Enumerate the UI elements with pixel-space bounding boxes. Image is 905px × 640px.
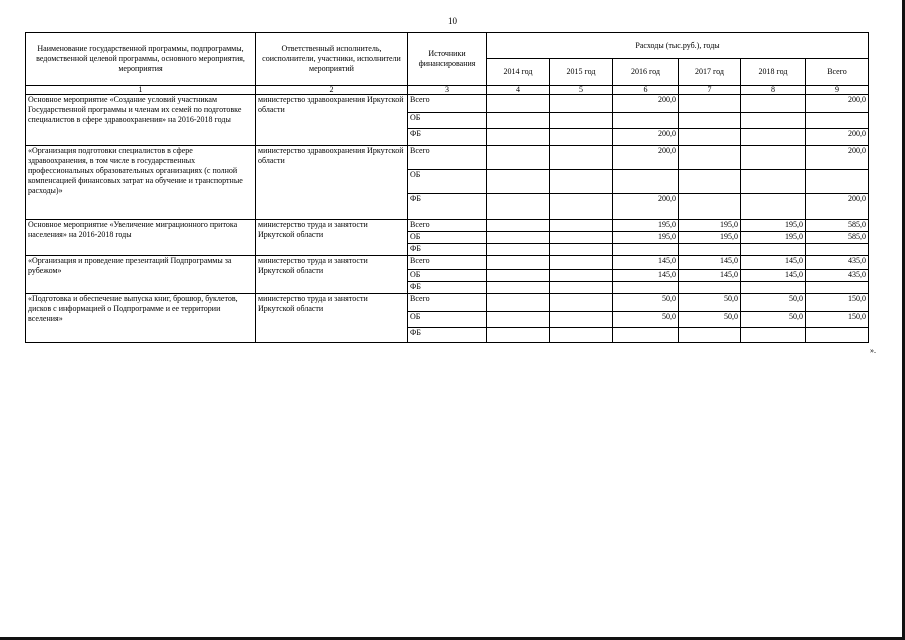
value-cell: 145,0 <box>679 270 741 282</box>
value-cell <box>550 95 613 113</box>
value-cell <box>550 294 613 312</box>
value-cell <box>741 194 806 220</box>
value-cell <box>679 328 741 343</box>
header-year-2017: 2017 год <box>679 59 741 86</box>
table-row <box>26 220 869 232</box>
value-cell <box>487 282 550 294</box>
header-year-2014: 2014 год <box>487 59 550 86</box>
value-cell: 150,0 <box>806 312 869 328</box>
value-cell <box>487 113 550 129</box>
source-cell: ОБ <box>408 312 487 328</box>
column-number: 6 <box>613 86 679 95</box>
value-cell: 145,0 <box>741 256 806 270</box>
value-cell <box>550 129 613 146</box>
value-cell <box>613 282 679 294</box>
value-cell: 585,0 <box>806 232 869 244</box>
value-cell <box>613 328 679 343</box>
activity-name: «Подготовка и обеспечение выпуска книг, брошюр, буклетов, дисков с информацией о Подпрограмме и ее территории вселения» <box>26 294 256 343</box>
column-number: 2 <box>256 86 408 95</box>
column-number: 4 <box>487 86 550 95</box>
value-cell: 200,0 <box>613 95 679 113</box>
column-numbers-row <box>26 86 869 95</box>
value-cell: 435,0 <box>806 256 869 270</box>
source-cell: ФБ <box>408 244 487 256</box>
value-cell <box>487 170 550 194</box>
value-cell <box>741 244 806 256</box>
value-cell: 195,0 <box>613 220 679 232</box>
value-cell <box>679 170 741 194</box>
value-cell <box>550 282 613 294</box>
value-cell: 200,0 <box>613 129 679 146</box>
value-cell: 200,0 <box>806 95 869 113</box>
value-cell: 50,0 <box>741 294 806 312</box>
source-cell: ОБ <box>408 270 487 282</box>
executor-name: министерство труда и занятости Иркутской области <box>256 220 408 256</box>
value-cell <box>806 282 869 294</box>
header-name: Наименование государственной программы, подпрограммы, ведомственной целевой программы, основного мероприятия, мероприятия <box>26 33 256 86</box>
value-cell: 200,0 <box>613 194 679 220</box>
page-number: 10 <box>448 16 457 26</box>
value-cell: 50,0 <box>741 312 806 328</box>
column-number: 9 <box>806 86 869 95</box>
value-cell <box>487 129 550 146</box>
value-cell <box>550 244 613 256</box>
header-year-2015: 2015 год <box>550 59 613 86</box>
table-row <box>26 294 869 312</box>
source-cell: Всего <box>408 146 487 170</box>
source-cell: Всего <box>408 294 487 312</box>
executor-name: министерство здравоохранения Иркутской области <box>256 95 408 146</box>
value-cell <box>487 294 550 312</box>
value-cell <box>679 244 741 256</box>
value-cell <box>487 194 550 220</box>
value-cell <box>487 232 550 244</box>
value-cell <box>613 113 679 129</box>
value-cell <box>741 129 806 146</box>
value-cell <box>806 170 869 194</box>
value-cell: 145,0 <box>741 270 806 282</box>
value-cell: 150,0 <box>806 294 869 312</box>
table-row <box>26 95 869 113</box>
executor-name: министерство труда и занятости Иркутской области <box>256 256 408 294</box>
closing-quote-mark: ». <box>870 346 876 355</box>
header-executor: Ответственный исполнитель, соисполнители, участники, исполнители мероприятий <box>256 33 408 86</box>
value-cell <box>613 170 679 194</box>
value-cell <box>741 328 806 343</box>
value-cell <box>741 282 806 294</box>
value-cell <box>741 95 806 113</box>
value-cell <box>679 146 741 170</box>
table-row <box>26 146 869 170</box>
value-cell: 200,0 <box>806 129 869 146</box>
value-cell <box>487 256 550 270</box>
source-cell: ФБ <box>408 129 487 146</box>
value-cell <box>550 256 613 270</box>
executor-name: министерство здравоохранения Иркутской области <box>256 146 408 220</box>
value-cell <box>613 244 679 256</box>
column-number: 8 <box>741 86 806 95</box>
value-cell <box>679 194 741 220</box>
value-cell <box>550 312 613 328</box>
source-cell: ОБ <box>408 170 487 194</box>
value-cell <box>550 220 613 232</box>
executor-name: министерство труда и занятости Иркутской области <box>256 294 408 343</box>
value-cell <box>679 113 741 129</box>
source-cell: Всего <box>408 95 487 113</box>
value-cell: 145,0 <box>679 256 741 270</box>
column-number: 5 <box>550 86 613 95</box>
source-cell: ФБ <box>408 282 487 294</box>
activity-name: «Организация и проведение презентаций Подпрограммы за рубежом» <box>26 256 256 294</box>
table-row <box>26 256 869 270</box>
value-cell: 200,0 <box>806 194 869 220</box>
activity-name: Основное мероприятие «Создание условий участникам Государственной программы и членам их семей по подготовке специалистов в сфере здравоохранения» на 2016-2018 годы <box>26 95 256 146</box>
value-cell <box>550 328 613 343</box>
value-cell: 50,0 <box>613 294 679 312</box>
header-year-2016: 2016 год <box>613 59 679 86</box>
value-cell <box>550 270 613 282</box>
activity-name: Основное мероприятие «Увеличение миграционного притока населения» на 2016-2018 годы <box>26 220 256 256</box>
value-cell <box>487 328 550 343</box>
value-cell: 50,0 <box>679 294 741 312</box>
value-cell: 585,0 <box>806 220 869 232</box>
value-cell: 145,0 <box>613 270 679 282</box>
value-cell <box>487 270 550 282</box>
value-cell <box>741 170 806 194</box>
value-cell <box>487 220 550 232</box>
value-cell <box>679 95 741 113</box>
value-cell <box>806 113 869 129</box>
value-cell: 50,0 <box>613 312 679 328</box>
value-cell <box>487 312 550 328</box>
value-cell: 195,0 <box>679 232 741 244</box>
value-cell <box>741 146 806 170</box>
source-cell: ОБ <box>408 113 487 129</box>
value-cell <box>550 232 613 244</box>
header-expenses: Расходы (тыс.руб.), годы <box>487 33 869 59</box>
value-cell <box>806 328 869 343</box>
value-cell <box>550 113 613 129</box>
value-cell: 200,0 <box>613 146 679 170</box>
value-cell: 195,0 <box>741 232 806 244</box>
activity-name: «Организация подготовки специалистов в сфере здравоохранения, в том числе в государственных профессиональных образовательных организациях (с полной компенсацией финансовых затрат на обучение и транспортные расходы)» <box>26 146 256 220</box>
value-cell <box>487 95 550 113</box>
value-cell <box>487 244 550 256</box>
value-cell: 195,0 <box>679 220 741 232</box>
value-cell <box>806 244 869 256</box>
header-year-2018: 2018 год <box>741 59 806 86</box>
value-cell <box>550 146 613 170</box>
source-cell: ОБ <box>408 232 487 244</box>
value-cell: 200,0 <box>806 146 869 170</box>
value-cell <box>741 113 806 129</box>
source-cell: ФБ <box>408 194 487 220</box>
source-cell: Всего <box>408 220 487 232</box>
value-cell: 435,0 <box>806 270 869 282</box>
value-cell <box>550 194 613 220</box>
column-number: 7 <box>679 86 741 95</box>
value-cell: 195,0 <box>613 232 679 244</box>
source-cell: Всего <box>408 256 487 270</box>
budget-table <box>25 32 869 343</box>
header-total: Всего <box>806 59 869 86</box>
value-cell: 145,0 <box>613 256 679 270</box>
value-cell <box>550 170 613 194</box>
value-cell <box>679 129 741 146</box>
source-cell: ФБ <box>408 328 487 343</box>
value-cell: 50,0 <box>679 312 741 328</box>
value-cell <box>679 282 741 294</box>
column-number: 1 <box>26 86 256 95</box>
header-source: Источники финансирования <box>408 33 487 86</box>
value-cell: 195,0 <box>741 220 806 232</box>
column-number: 3 <box>408 86 487 95</box>
value-cell <box>487 146 550 170</box>
